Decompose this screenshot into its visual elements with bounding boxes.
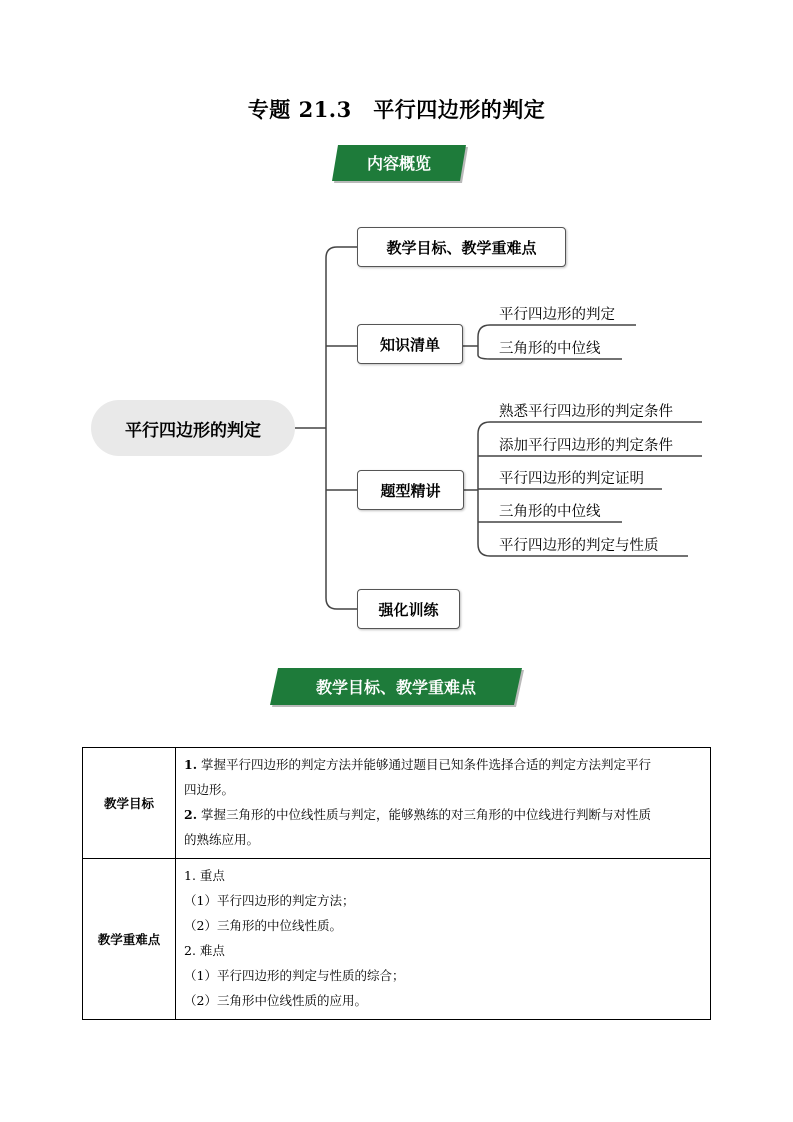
text-line: 四边形。 (184, 782, 235, 797)
text-line: （2）三角形中位线性质的应用。 (184, 993, 367, 1008)
table-row (83, 748, 711, 859)
goals-table (82, 747, 711, 1020)
text-line: 的熟练应用。 (184, 832, 260, 847)
overview-banner-label: 内容概览 (366, 154, 432, 173)
leaf-type-4: 三角形的中位线 (499, 504, 601, 520)
leaf-type-2: 添加平行四边形的判定条件 (499, 438, 673, 454)
table-row (83, 859, 711, 1020)
leaf-type-3: 平行四边形的判定证明 (499, 471, 644, 487)
mindmap-root: 平行四边形的判定 (91, 400, 295, 456)
text-line: 2. 难点 (184, 943, 225, 958)
text-line: （1）平行四边形的判定方法； (184, 893, 355, 908)
text-line: 1. 重点 (184, 868, 225, 883)
page-title: 专题 21.3 平行四边形的判定 (247, 97, 546, 122)
row-body-key-points (176, 859, 711, 1020)
text-line: 2. 掌握三角形的中位线性质与判定，能够熟练的对三角形的中位线进行判断与对性质 (184, 807, 652, 822)
branch-question-types: 题型精讲 (357, 470, 464, 510)
goals-banner (268, 668, 526, 710)
row-body-goals (176, 748, 711, 859)
branch-knowledge: 知识清单 (357, 324, 463, 364)
leaf-knowledge-1: 平行四边形的判定 (499, 307, 615, 323)
leaf-knowledge-2: 三角形的中位线 (499, 341, 601, 357)
leaf-type-5: 平行四边形的判定与性质 (499, 538, 659, 554)
text-line: （2）三角形的中位线性质。 (184, 918, 342, 933)
goals-banner-label: 教学目标、教学重难点 (315, 678, 477, 697)
branch-training: 强化训练 (357, 589, 460, 629)
text-line: （1）平行四边形的判定与性质的综合； (184, 968, 405, 983)
text-line: 1. 掌握平行四边形的判定方法并能够通过题目已知条件选择合适的判定方法判定平行 (184, 757, 652, 772)
branch-goals: 教学目标、教学重难点 (357, 227, 566, 267)
leaf-type-1: 熟悉平行四边形的判定条件 (499, 404, 673, 420)
row-header-goals: 教学目标 (83, 748, 176, 859)
row-header-key-points: 教学重难点 (83, 859, 176, 1020)
